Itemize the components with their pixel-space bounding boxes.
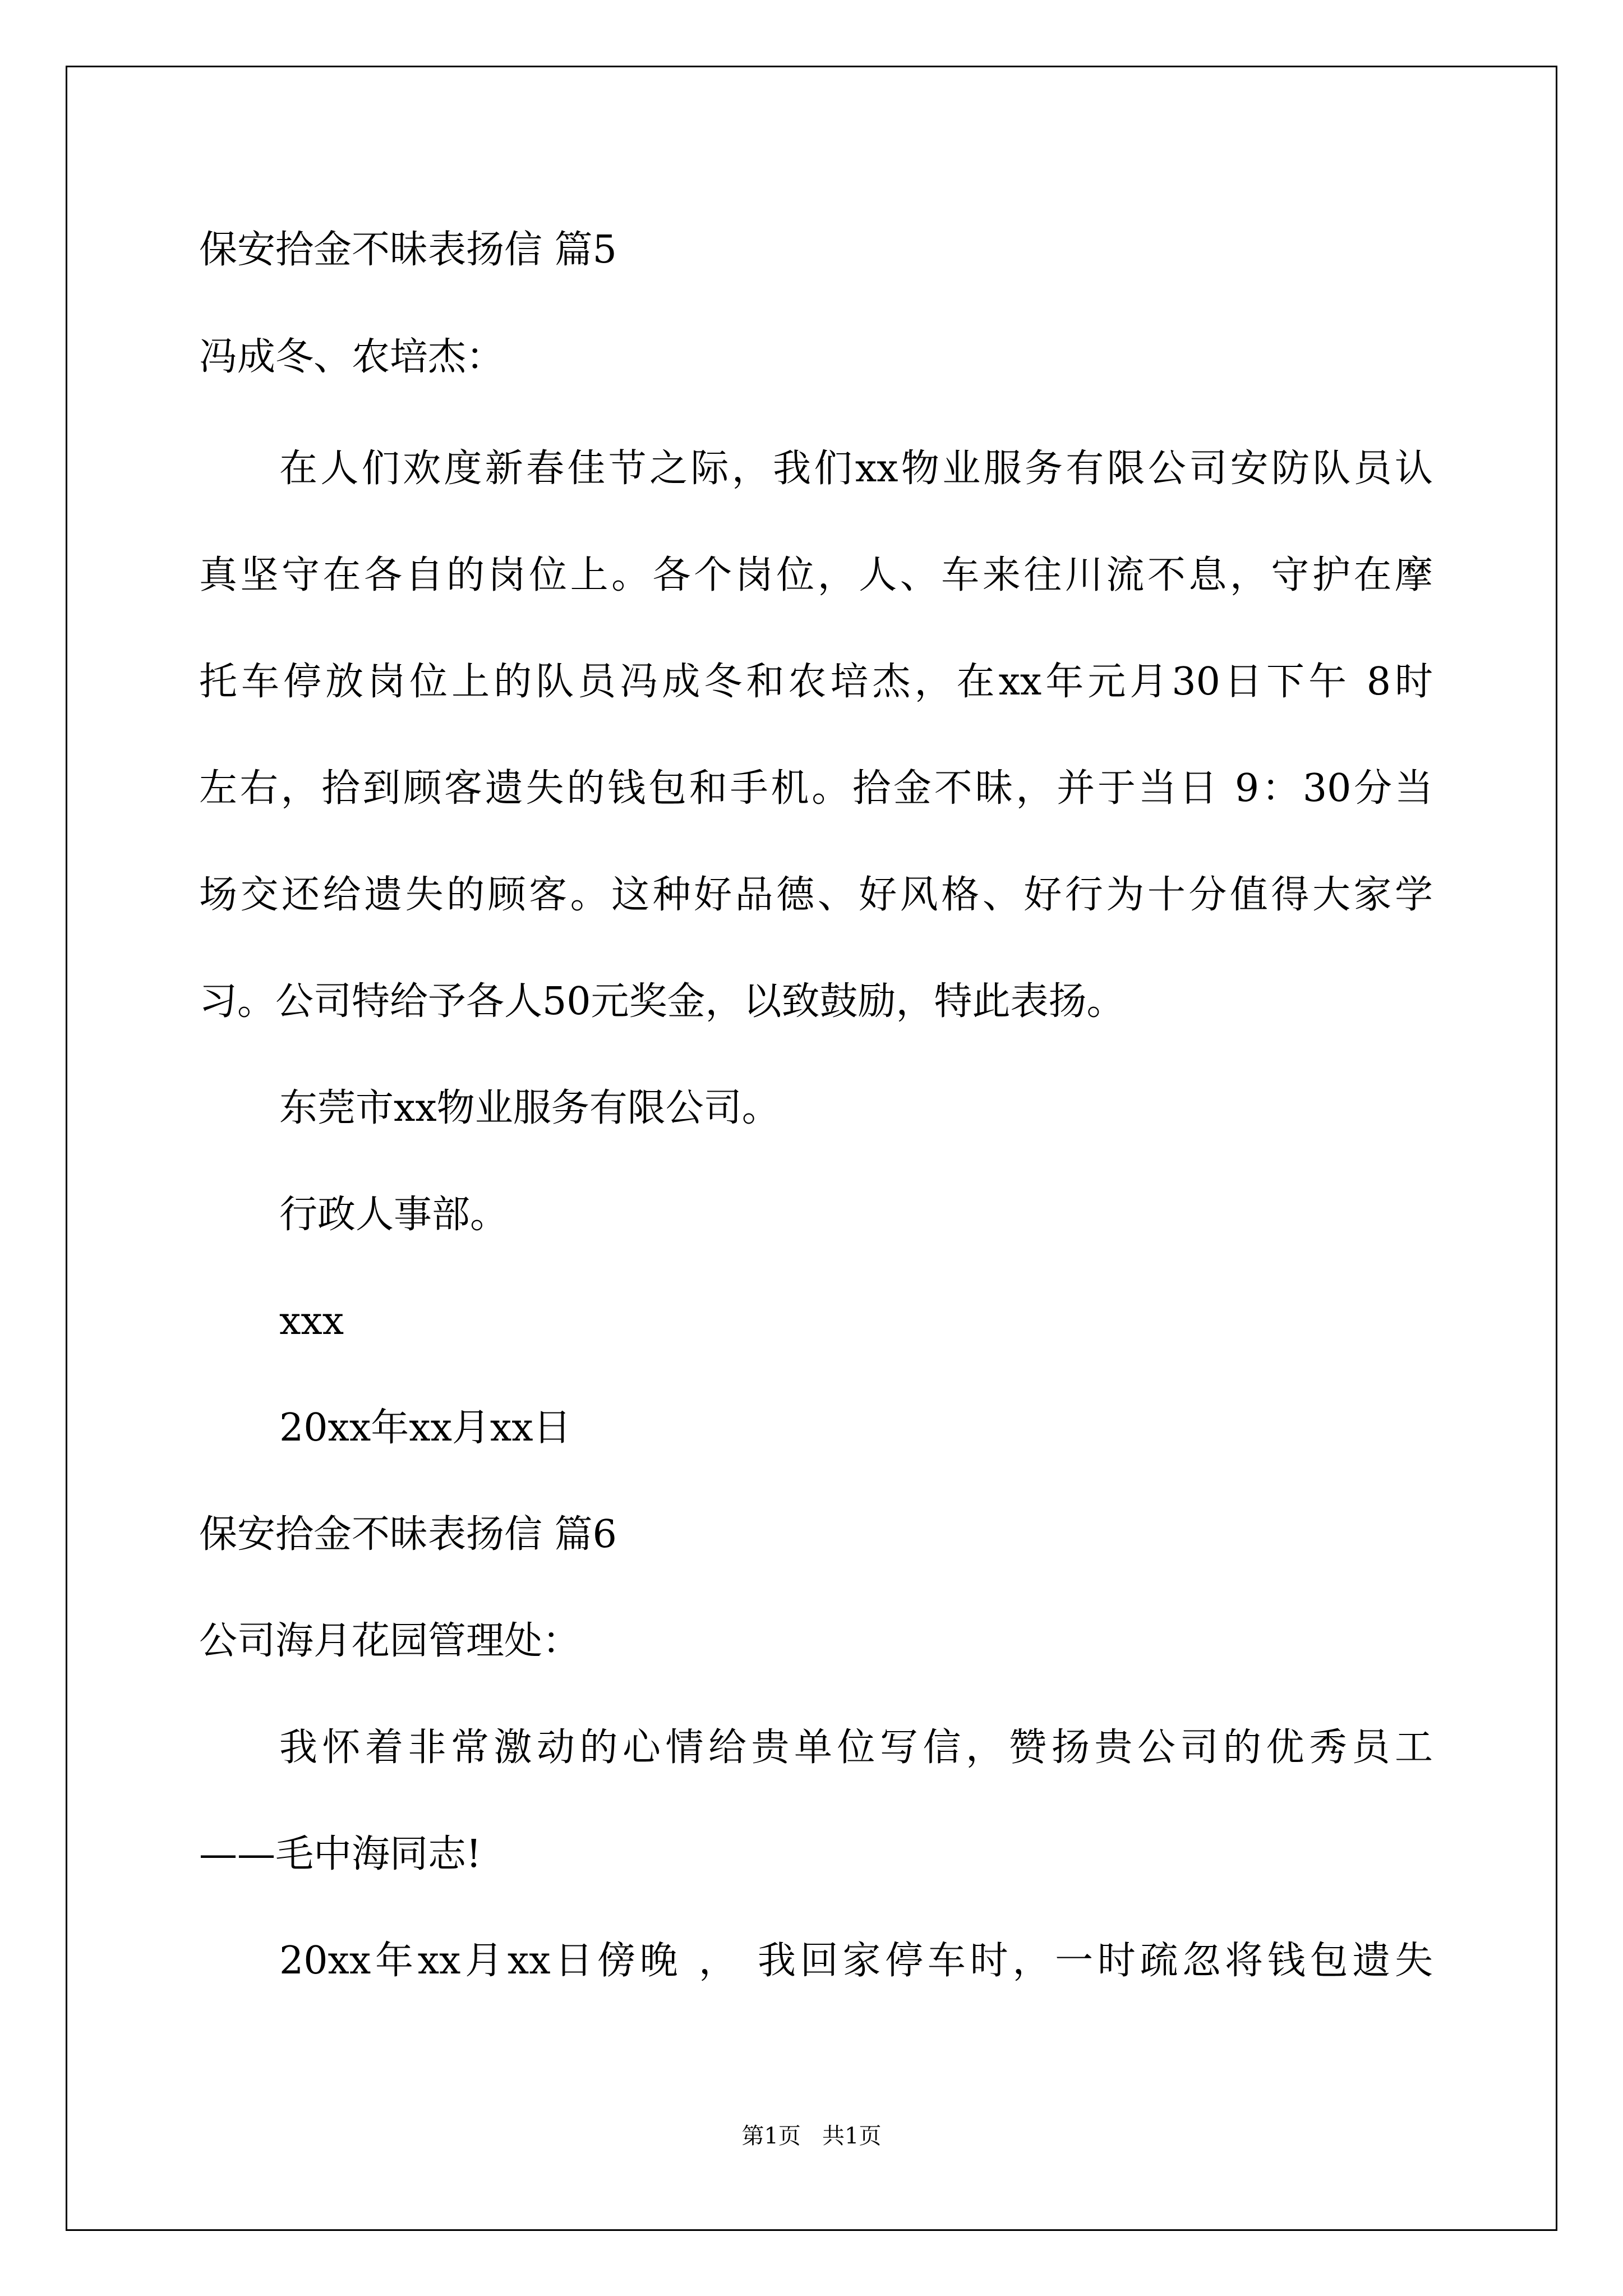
section-5-paragraph-line: 真坚守在各自的岗位上。各个岗位，人、车来往川流不息，守护在摩 — [199, 553, 1433, 597]
section-5-paragraph-line: 习。公司特给予各人50元奖金，以致鼓励，特此表扬。 — [199, 979, 1125, 1024]
signature-department: 行政人事部。 — [279, 1193, 509, 1237]
section-5-paragraph-line: 在人们欢度新春佳节之际，我们xx物业服务有限公司安防队员认 — [279, 447, 1433, 491]
section-5-paragraph-line: 左右，拾到顾客遗失的钱包和手机。拾金不昧，并于当日 9：30分当 — [199, 766, 1433, 811]
page-border — [66, 66, 1557, 2231]
section-5-salutation: 冯成冬、农培杰： — [199, 335, 505, 379]
signature-name: xxx — [279, 1299, 344, 1343]
section-6-paragraph-1-line: ——毛中海同志! — [199, 1832, 482, 1876]
page-number-footer: 第1页 共1页 — [741, 2123, 882, 2149]
section-5-paragraph-line: 场交还给遗失的顾客。这种好品德、好风格、好行为十分值得大家学 — [199, 873, 1433, 917]
section-6-paragraph-1-line: 我怀着非常激动的心情给贵单位写信，赞扬贵公司的优秀员工 — [279, 1726, 1433, 1770]
section-5-paragraph-line: 托车停放岗位上的队员冯成冬和农培杰，在xx年元月30日下午 8时 — [199, 660, 1433, 704]
signature-date: 20xx年xx月xx日 — [279, 1406, 571, 1450]
signature-company: 东莞市xx物业服务有限公司。 — [279, 1086, 780, 1130]
section-6-salutation: 公司海月花园管理处： — [199, 1619, 581, 1663]
section-5-heading: 保安拾金不昧表扬信 篇5 — [199, 228, 617, 272]
section-6-heading: 保安拾金不昧表扬信 篇6 — [199, 1512, 617, 1557]
section-6-paragraph-2-line: 20xx年xx月xx日傍晚 ， 我回家停车时，一时疏忽将钱包遗失 — [279, 1939, 1433, 1983]
